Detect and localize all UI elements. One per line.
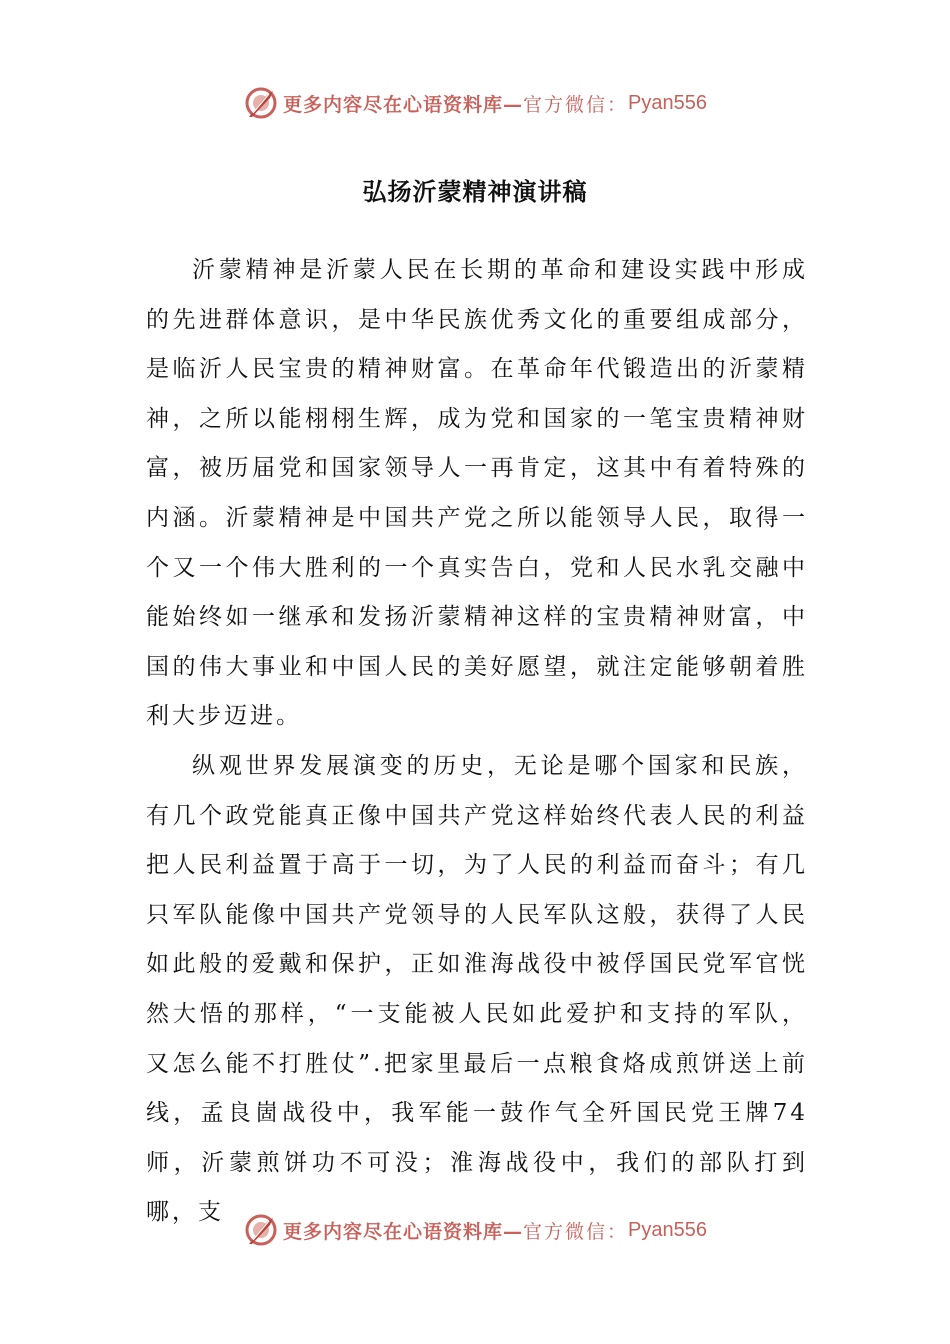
paragraph: 沂蒙精神是沂蒙人民在长期的革命和建设实践中形成的先进群体意识，是中华民族优秀文化的重要组成部分，是临沂人民宝贵的精神财富。在革命年代锻造出的沂蒙精神，之所以能栩栩生辉，成为党和国家的一笔宝贵精神财富，被历届党和国家领导人一再肯定，这其中有着特殊的内涵。沂蒙精神是中国共产党之所以能领导人民，取得一个又一个伟大胜利的一个真实告白，党和人民水乳交融中能始终如一继承和发扬沂蒙精神这样的宝贵精神财富，中国的伟大事业和中国人民的美好愿望，就注定能够朝着胜利大步迈进。 [146,257,808,730]
paragraph: 纵观世界发展演变的历史，无论是哪个国家和民族，有几个政党能真正像中国共产党这样始终代表人民的利益把人民利益置于高于一切，为了人民的利益而奋斗；有几只军队能像中国共产党领导的人民军队这般，获得了人民如此般的爱戴和保护，正如淮海战役中被俘国民党军官恍然大悟的那样，“一支能被人民如此爱护和支持的军队，又怎么能不打胜仗”.把家里最后一点粮食烙成煎饼送上前线，孟良崮战役中，我军能一鼓作气全歼国民党王牌74师，沂蒙煎饼功不可没；淮海战役中，我们的部队打到哪，支 [146,752,808,1226]
banner-text: 更多内容尽在心语资料库— [283,1220,524,1243]
quill-logo-icon [243,1212,279,1248]
document-body [146,246,808,1238]
banner-wechat-id: Pyan556 [628,1218,707,1241]
banner-text: 更多内容尽在心语资料库— [283,93,524,116]
banner-wechat-label: 官方微信： [523,1220,629,1243]
document-title: 弘扬沂蒙精神演讲稿 [362,178,588,206]
banner-wechat-id: Pyan556 [628,91,707,114]
footer-banner [0,1210,950,1250]
banner-wechat-label: 官方微信： [523,93,629,116]
quill-logo-icon [243,85,279,121]
header-banner [0,83,950,123]
